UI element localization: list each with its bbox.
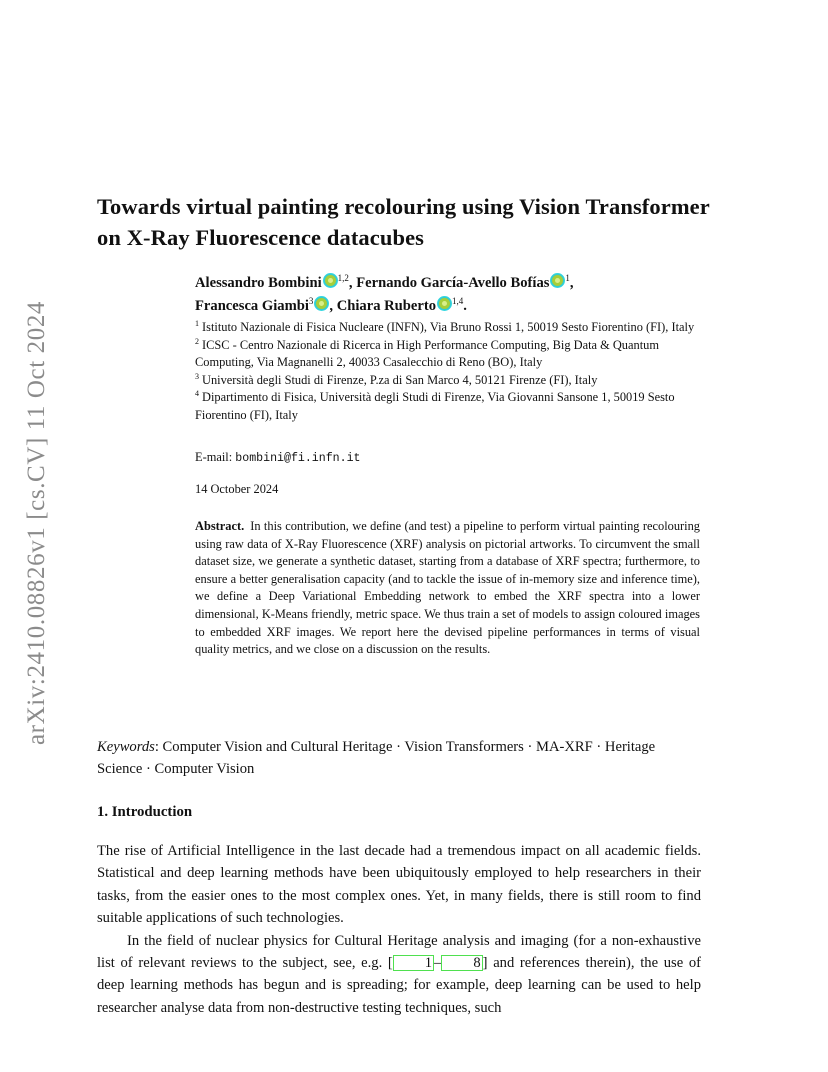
contact-email: [195, 449, 361, 467]
orcid-icon[interactable]: [324, 274, 337, 287]
affiliation-number: 1: [195, 319, 199, 328]
keywords-label: Keywords: [97, 739, 155, 755]
introduction-body: [97, 840, 701, 1019]
publication-date: 14 October 2024: [195, 482, 279, 496]
affiliation-text: Dipartimento di Fisica, Università degli Studi di Firenze, Via Giovanni Sansone 1, 50019 Sesto Fiorentino (FI), Italy: [195, 390, 675, 422]
author-separator: ,: [569, 275, 574, 291]
author-name: Fernando García-Avello Bofías: [356, 275, 550, 291]
abstract: [195, 518, 700, 659]
author-affiliation-marker: 1,4: [452, 296, 464, 306]
email-label: E-mail:: [195, 450, 233, 464]
author-name: Chiara Ruberto: [336, 298, 437, 314]
author-affiliation-marker: 1: [565, 273, 570, 283]
author-affiliation-marker: 3: [308, 296, 314, 306]
affiliation-item: [195, 319, 715, 337]
paper-title: Towards virtual painting recolouring using Vision Transformer on X-Ray Fluorescence datacubes: [97, 194, 710, 250]
affiliation-number: 2: [195, 336, 199, 346]
arxiv-identifier-text: arXiv:2410.08826v1 [cs.CV] 11 Oct 2024: [23, 300, 51, 746]
orcid-icon[interactable]: [438, 297, 451, 310]
orcid-icon[interactable]: [315, 297, 328, 310]
paragraph: In the field of nuclear physics for Cultural Heritage analysis and imaging (for a non-exhaustive list of relevant reviews to the subject, see, e.g. [ 1 – 8 ] and references therein), the use of deep learning methods has begun and is spreading; for example, deep learning can be used to help researcher analyse data from non-destructive testing techniques, such: [97, 932, 701, 1016]
affiliation-text: ICSC - Centro Nazionale di Ricerca in High Performance Computing, Big Data & Quantum Computing, Via Magnanelli 2, 40033 Casalecchio di Reno (BO), Italy: [195, 337, 659, 370]
keywords-text: Computer Vision and Cultural Heritage · Vision Transformers · MA-XRF · Heritage Science · Computer Vision: [97, 739, 656, 777]
affiliation-item: [195, 337, 715, 372]
author-separator: .: [463, 298, 467, 314]
orcid-icon[interactable]: [551, 274, 564, 287]
affiliation-number: 4: [195, 389, 199, 399]
affiliation-item: [195, 389, 715, 424]
author-separator: ,: [329, 298, 337, 314]
paragraph: The rise of Artificial Intelligence in the last decade had a tremendous impact on all academic fields. Statistical and deep learning methods have been ubiquitously employed to help researchers in their tasks, from the easier ones to the most complex ones. Yet, in many fields, there is still room to find suitable applications of such technologies.: [97, 843, 701, 927]
affiliation-text: Università degli Studi di Firenze, P.za di San Marco 4, 50121 Firenze (FI), Italy: [202, 372, 598, 387]
section-heading-introduction: 1. Introduction: [97, 804, 193, 820]
author-separator: ,: [348, 275, 357, 291]
abstract-text: In this contribution, we define (and test) a pipeline to perform virtual painting recolouring using raw data of X-Ray Fluorescence (XRF) analysis on pictorial artworks. To circumvent the small dataset size, we generate a synthetic dataset, starting from a database of XRF spectra; furthermore, to ensure a better generalisation capacity (and to tackle the issue of in-memory size and inference time), we define a Deep Variational Embedding network to embed the XRF spectra into a lower dimensional, K-Means friendly, metric space. We thus train a set of models to assign coloured images to embedded XRF images. We report here the devised pipeline performances in terms of visual quality metrics, and we close on a discussion on the results.: [195, 519, 700, 657]
arxiv-identifier-stamp: [22, 288, 52, 758]
keywords: Keywords: Computer Vision and Cultural Heritage · Vision Transformers · MA-XRF · Heritage Science · Computer Vision: [97, 739, 656, 777]
abstract-label: Abstract.: [195, 519, 245, 533]
affiliation-item: [195, 372, 715, 390]
author-affiliation-marker: 1,2: [337, 273, 349, 283]
citation-dash: –: [434, 955, 442, 972]
citation-link[interactable]: 1: [393, 955, 434, 971]
citation-link[interactable]: 8: [441, 955, 482, 971]
affiliation-list: [195, 319, 715, 425]
paragraph-text: In the field of nuclear physics for Cultural Heritage analysis and imaging (for a non-exhaustive list of relevant reviews to the subject, see, e.g.: [97, 932, 701, 972]
author-name: Francesca Giambi: [195, 298, 309, 314]
author-list: [195, 272, 715, 318]
affiliation-text: Istituto Nazionale di Fisica Nucleare (INFN), Via Bruno Rossi 1, 50019 Sesto Fiorentino (FI), Italy: [202, 320, 695, 334]
affiliation-number: 3: [195, 371, 199, 381]
author-name: Alessandro Bombini: [195, 275, 322, 291]
email-address-link[interactable]: bombini@fi.infn.it: [235, 452, 361, 465]
paragraph-text: and references therein), the use of deep learning methods has begun and is spreading; for example, deep learning can be used to help researcher analyse data from non-destructive testing techniques, such: [97, 955, 701, 1016]
